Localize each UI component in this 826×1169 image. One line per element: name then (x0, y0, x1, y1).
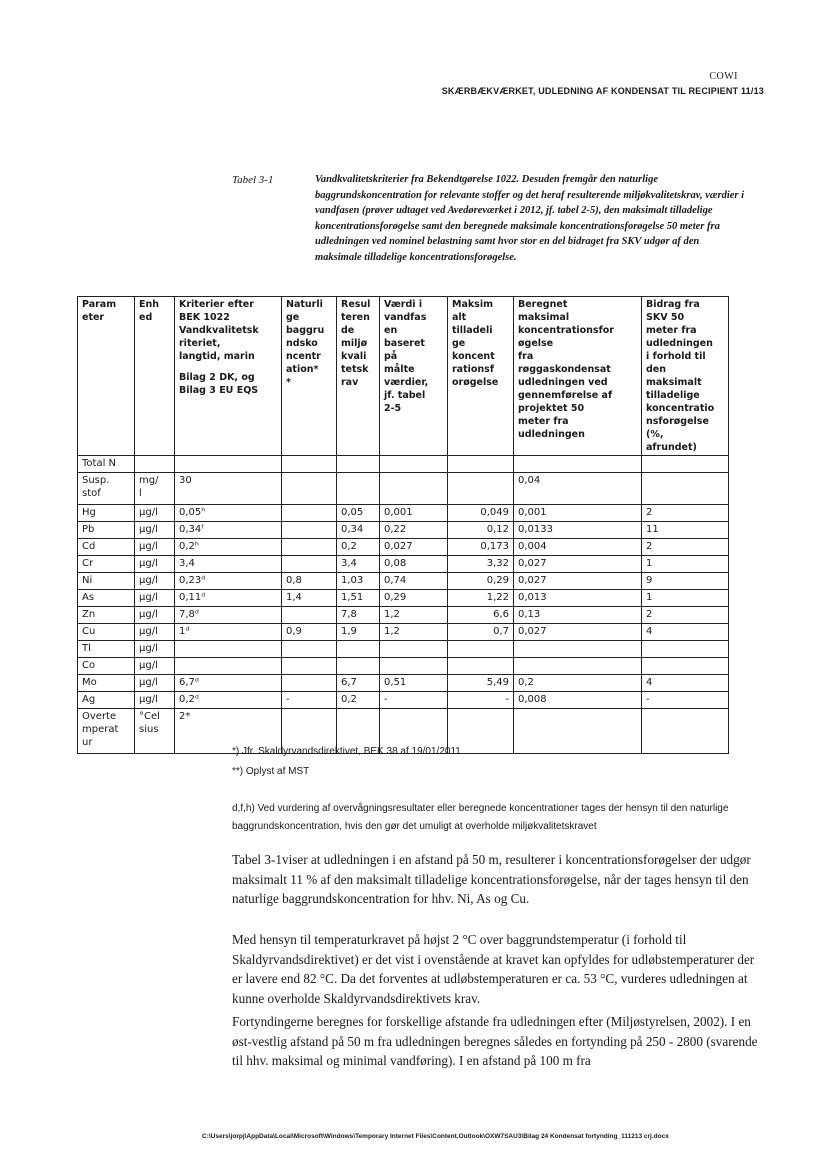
header-water-value: Værdi i vandfas en baseret på målte værdier, jf. tabel 2-5 (380, 297, 448, 456)
table-cell: 3,4 (175, 556, 282, 573)
table-cell: 0,2 (337, 692, 380, 709)
table-row (78, 675, 729, 692)
table-cell (380, 641, 448, 658)
table-cell: Cr (78, 556, 135, 573)
table-cell: 0,12 (448, 522, 514, 539)
table-cell (380, 658, 448, 675)
table-cell (642, 641, 729, 658)
table-cell (282, 539, 337, 556)
header-skv-contribution: Bidrag fra SKV 50 meter fra udledningen i forhold til den maksimalt tilladelige koncentratio nsforøgelse (%, afrundet) (642, 297, 729, 456)
table-cell (282, 456, 337, 473)
table-cell: µg/l (135, 590, 175, 607)
table-cell (337, 658, 380, 675)
table-cell (337, 641, 380, 658)
table-cell: 0,29 (380, 590, 448, 607)
table-row (78, 522, 729, 539)
table-cell: µg/l (135, 573, 175, 590)
table-cell: 9 (642, 573, 729, 590)
table-cell: 1,03 (337, 573, 380, 590)
table-cell: 0,027 (514, 556, 642, 573)
table-header-row (78, 297, 729, 456)
table-cell: 0,027 (514, 573, 642, 590)
table-cell (135, 456, 175, 473)
table-cell: 0,2ᵈ (175, 692, 282, 709)
table-row (78, 573, 729, 590)
table-cell: Susp. stof (78, 473, 135, 505)
table-cell (282, 473, 337, 505)
table-cell (514, 641, 642, 658)
table-cell: mg/ l (135, 473, 175, 505)
table-cell: µg/l (135, 624, 175, 641)
table-cell: 0,2 (337, 539, 380, 556)
table-cell: 0,2ʰ (175, 539, 282, 556)
table-cell: 0,13 (514, 607, 642, 624)
table-cell: 5,49 (448, 675, 514, 692)
table-cell: 0,027 (514, 624, 642, 641)
header-criteria: Kriterier efter BEK 1022 Vandkvalitetsk riteriet, langtid, marin Bilag 2 DK, og Bilag 3 EU EQS (175, 297, 282, 456)
table-cell (514, 456, 642, 473)
table-cell: 0,04 (514, 473, 642, 505)
table-cell: 6,7 (337, 675, 380, 692)
table-cell (448, 658, 514, 675)
header-max-increase: Maksim alt tilladeli ge koncent rationsf orøgelse (448, 297, 514, 456)
table-row (78, 658, 729, 675)
table-cell: 1,22 (448, 590, 514, 607)
table-cell: 11 (642, 522, 729, 539)
table-cell (514, 709, 642, 754)
table-row (78, 556, 729, 573)
table-cell (282, 641, 337, 658)
table-cell: 0,7 (448, 624, 514, 641)
table-cell: 1,9 (337, 624, 380, 641)
table-row (78, 692, 729, 709)
table-cell: 0,34ᶠ (175, 522, 282, 539)
table-row (78, 539, 729, 556)
table-cell: µg/l (135, 607, 175, 624)
table-cell: 0,049 (448, 505, 514, 522)
table-cell: 0,23ᵈ (175, 573, 282, 590)
footnote-3: d,f,h) Ved vurdering af overvågningsresultater eller beregnede koncentrationer tages der hensyn til den naturlige baggrundskoncentration, hvis den gør det umuligt at overholde miljøkvalitetskravet (232, 803, 729, 832)
table-cell: 0,001 (514, 505, 642, 522)
table-cell (282, 556, 337, 573)
table-cell: 6,6 (448, 607, 514, 624)
table-cell: 2 (642, 539, 729, 556)
table-cell: µg/l (135, 675, 175, 692)
table-cell: 3,4 (337, 556, 380, 573)
header-parameter: Param eter (78, 297, 135, 456)
table-caption-label: Tabel 3-1 (232, 174, 274, 186)
table-cell: 0,008 (514, 692, 642, 709)
table-cell: 0,0133 (514, 522, 642, 539)
table-cell: °Cel sius (135, 709, 175, 754)
table-cell (282, 658, 337, 675)
table-cell (337, 456, 380, 473)
table-row (78, 456, 729, 473)
table-cell (642, 709, 729, 754)
table-cell: - (448, 692, 514, 709)
table-cell: Co (78, 658, 135, 675)
table-cell: 7,8ᵈ (175, 607, 282, 624)
table-cell: - (642, 692, 729, 709)
table-cell (175, 456, 282, 473)
table-cell: Pb (78, 522, 135, 539)
table-cell (337, 473, 380, 505)
table-caption-text: Vandkvalitetskriterier fra Bekendtgørelse 1022. Desuden fremgår den naturlige baggrundskoncentration for relevante stoffer og det heraf resulterende miljøkvalitetskrav, værdier i vandfasen (prøver udtaget ved Avedøreværket i 2012, jf. tabel 2-5), den maksimalt tilladelige koncentrationsforøgelse samt den beregnede maksimale koncentrationsforøgelse 50 meter fra udledningen ved nominel belastning samt hvor stor en del bidraget fra SKV udgør af den maksimale tilladelige koncentrationsforøgelse. (315, 174, 745, 263)
table-cell (282, 522, 337, 539)
table-cell: 0,05 (337, 505, 380, 522)
table-cell: 1 (642, 556, 729, 573)
water-quality-table (77, 296, 729, 754)
table-cell: 6,7ᵈ (175, 675, 282, 692)
table-cell: µg/l (135, 539, 175, 556)
table-cell (282, 675, 337, 692)
table-cell: µg/l (135, 522, 175, 539)
table-cell: 1,51 (337, 590, 380, 607)
table-cell (514, 658, 642, 675)
table-cell: As (78, 590, 135, 607)
paragraph-2: Med hensyn til temperaturkravet på højst 2 °C over baggrundstemperatur (i forhold til Skaldyrvandsdirektivet) er det vist i ovenstående at kravet kan opfyldes for udløbstemperaturer der er lavere end 82 °C. Da det forventes at udløbstemperaturen er ca. 53 °C, vurderes udledningen at kunne overholde Skaldyrvandsdirektivets krav. (232, 932, 755, 1006)
table-cell (282, 607, 337, 624)
table-cell: 0,51 (380, 675, 448, 692)
header-unit: Enh ed (135, 297, 175, 456)
table-cell: µg/l (135, 692, 175, 709)
table-cell: - (282, 692, 337, 709)
table-cell (175, 658, 282, 675)
table-cell: 0,05ʰ (175, 505, 282, 522)
table-cell (448, 641, 514, 658)
header-criteria-bilag: Bilag 2 DK, og Bilag 3 EU EQS (179, 372, 259, 396)
table-row (78, 641, 729, 658)
header-calculated-increase: Beregnet maksimal koncentrationsfor øgelse fra røggaskondensat udledningen ved gennemførelse af projektet 50 meter fra udledningen (514, 297, 642, 456)
table-cell (642, 456, 729, 473)
table-cell (448, 456, 514, 473)
table-row (78, 473, 729, 505)
table-cell: 30 (175, 473, 282, 505)
header-resulting-quality: Resul teren de miljø kvali tetsk rav (337, 297, 380, 456)
table-cell: 3,32 (448, 556, 514, 573)
table-cell (282, 505, 337, 522)
table-row (78, 505, 729, 522)
table-cell: µg/l (135, 658, 175, 675)
table-cell: 0,29 (448, 573, 514, 590)
table-cell: Ag (78, 692, 135, 709)
table-cell: µg/l (135, 641, 175, 658)
table-cell (642, 473, 729, 505)
table-cell: Ni (78, 573, 135, 590)
table-cell: 0,34 (337, 522, 380, 539)
table-cell (175, 641, 282, 658)
table-cell: 0,013 (514, 590, 642, 607)
paragraph-3: Fortyndingerne beregnes for forskellige afstande fra udledningen efter (Miljøstyrelsen, 2002). I en øst-vestlig afstand på 50 m fra udledningen beregnes således en fortynding på 250 - 2800 (svarende til hhv. maksimal og minimal vandføring). I en afstand på 100 m fra (232, 1014, 758, 1068)
table-cell (380, 456, 448, 473)
table-cell: 0,08 (380, 556, 448, 573)
table-cell: 0,9 (282, 624, 337, 641)
table-cell: 1ᵈ (175, 624, 282, 641)
footnote-2: **) Oplyst af MST (232, 766, 310, 777)
header-natural-background: Naturli ge baggru ndsko ncentr ation* * (282, 297, 337, 456)
table-cell: 4 (642, 624, 729, 641)
table-cell: 2 (642, 505, 729, 522)
table-row (78, 590, 729, 607)
table-cell: Total N (78, 456, 135, 473)
footnote-1: *) Jfr. Skaldyrvandsdirektivet, BEK 38 af 19/01/2011 (232, 746, 461, 757)
table-cell: 0,173 (448, 539, 514, 556)
table-cell: 7,8 (337, 607, 380, 624)
footer-file-path: C:\Users\jorpj\AppData\Local\Microsoft\Windows\Temporary Internet Files\Content.Outlook\OXW7SAU3\Bilag 24 Kondensat fortynding_111213 crj.docx (202, 1133, 669, 1140)
header-title: SKÆRBÆKVÆRKET, UDLEDNING AF KONDENSAT TIL RECIPIENT 11/13 (441, 86, 764, 96)
table-cell: 0,11ᵈ (175, 590, 282, 607)
table-cell: 2* (175, 709, 282, 754)
table-cell: Zn (78, 607, 135, 624)
table-cell: 1,2 (380, 624, 448, 641)
table-cell: Hg (78, 505, 135, 522)
table-cell: µg/l (135, 556, 175, 573)
table-cell: Overte mperat ur (78, 709, 135, 754)
table-cell: Cd (78, 539, 135, 556)
table-cell: µg/l (135, 505, 175, 522)
table-cell: 0,027 (380, 539, 448, 556)
table-cell (448, 473, 514, 505)
table-cell (642, 658, 729, 675)
table-cell (380, 473, 448, 505)
table-cell: 0,2 (514, 675, 642, 692)
table-cell: 4 (642, 675, 729, 692)
table-cell: 0,001 (380, 505, 448, 522)
table-cell: 0,8 (282, 573, 337, 590)
table-cell: 0,004 (514, 539, 642, 556)
paragraph-1: Tabel 3-1viser at udledningen i en afstand på 50 m, resulterer i koncentrationsforøgelser der udgør maksimalt 11 % af den maksimalt tilladelige koncentrationsforøgelse, når der tages hensyn til den naturlige baggrundskoncentration for hhv. Ni, As og Cu. (232, 852, 751, 906)
table-cell: Tl (78, 641, 135, 658)
header-company: COWI (709, 71, 738, 82)
table-cell: 1,2 (380, 607, 448, 624)
table-row (78, 607, 729, 624)
table-cell: 1,4 (282, 590, 337, 607)
table-cell: - (380, 692, 448, 709)
table-row (78, 624, 729, 641)
table-cell: 1 (642, 590, 729, 607)
table-cell: 2 (642, 607, 729, 624)
table-cell: 0,22 (380, 522, 448, 539)
table-cell: Cu (78, 624, 135, 641)
table-cell: Mo (78, 675, 135, 692)
table-cell: 0,74 (380, 573, 448, 590)
